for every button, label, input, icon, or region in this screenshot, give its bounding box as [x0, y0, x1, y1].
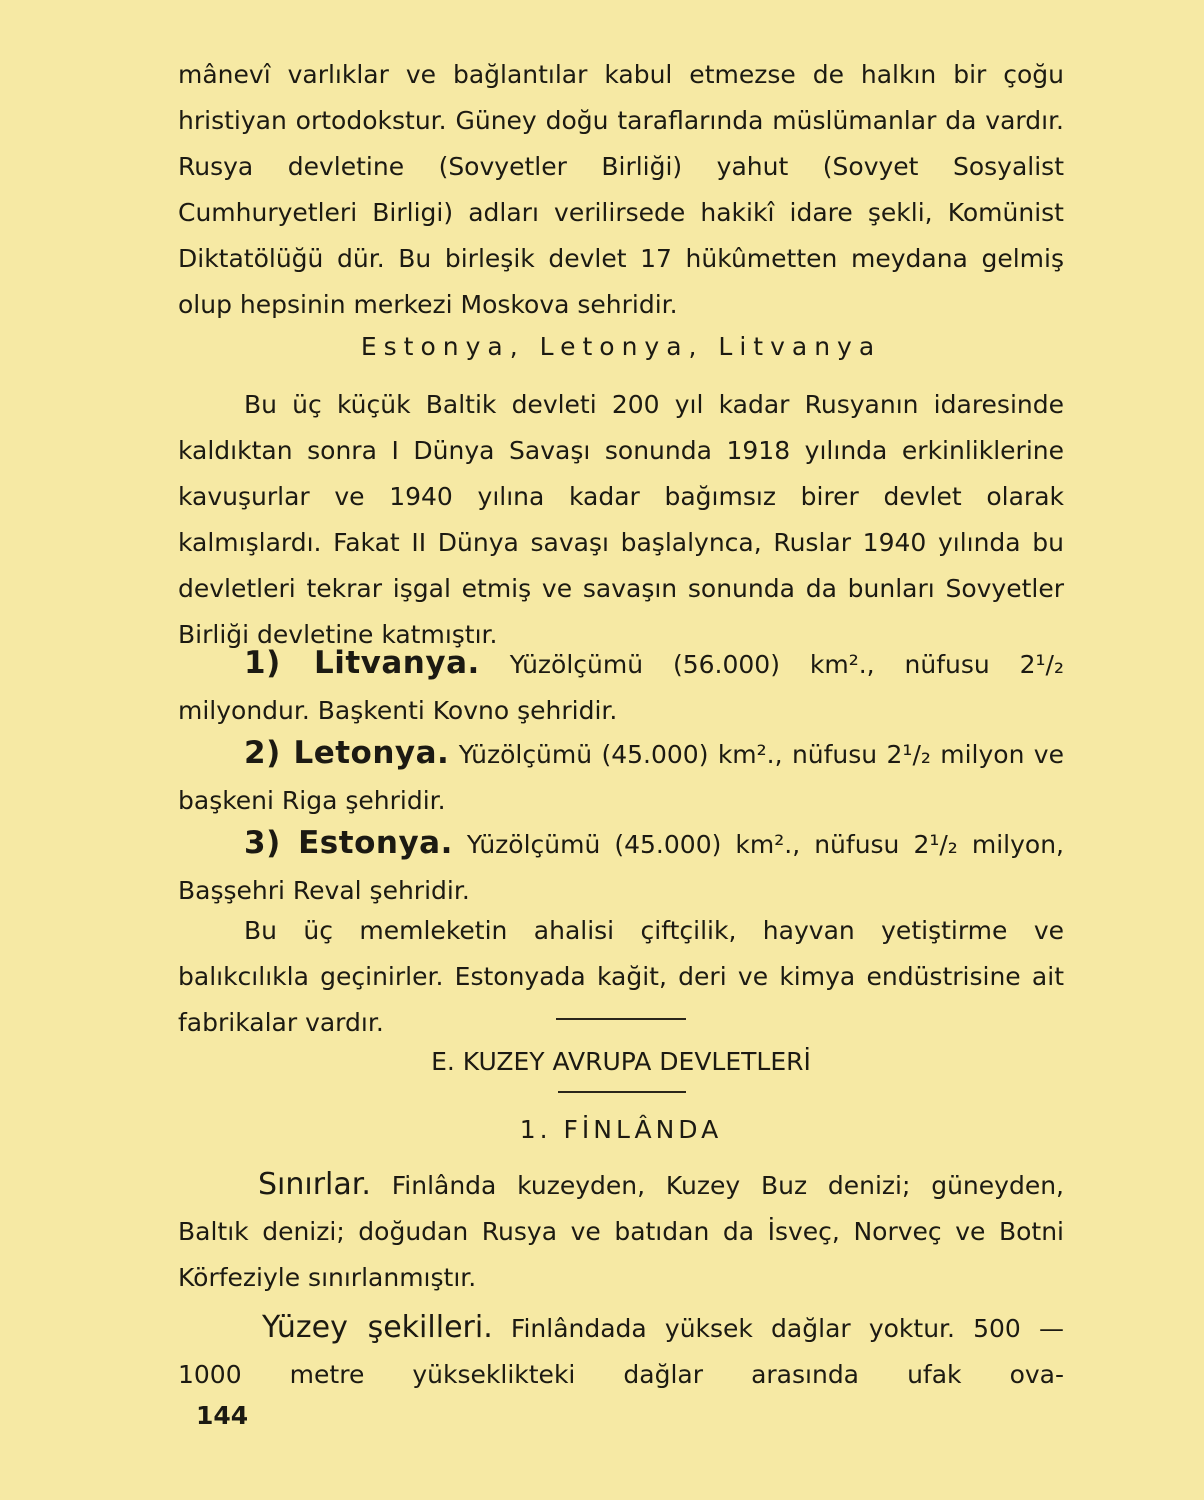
borders-label: Sınırlar.: [258, 1167, 371, 1202]
baltic-items: [178, 640, 1064, 1046]
borders-text: Finlânda kuzeyden, Kuzey Buz denizi; güneyden, Baltık denizi; doğudan Rusya ve batıdan da İsveç, Norveç ve Botni Körfeziyle sınırlanmıştır.: [178, 1171, 1064, 1292]
baltic-paragraph-block: [178, 382, 1064, 658]
north-europe-heading: E. KUZEY AVRUPA DEVLETLERİ: [431, 1047, 811, 1076]
heading-underline: [558, 1091, 686, 1093]
item-text: Yüzölçümü (56.000) km²., nüfusu 2¹/₂ milyondur. Başkenti Kovno şehridir.: [178, 650, 1064, 725]
intro-paragraph-block: [178, 52, 1064, 328]
intro-paragraph: mânevî varlıklar ve bağlantılar kabul etmezse de halkın bir çoğu hristiyan ortodokstur. Güney doğu taraflarında müslümanlar da vardır. Rusya devletine (Sovyetler Birliği) yahut (Sovyet Sosyalist Cumhuryetleri Birligi) adları verilirsede hakikî idare şekli, Komünist Diktatölüğü dür. Bu birleşik devlet 17 hükûmetten meydana gelmiş olup hepsinin merkezi Moskova sehridir.: [178, 60, 1064, 319]
baltic-heading: Estonya, Letonya, Litvanya: [360, 332, 882, 361]
section-divider: [556, 1018, 686, 1020]
item-estonya: [178, 820, 1064, 914]
item-label: 1) Litvanya.: [244, 645, 480, 681]
baltic-closing-paragraph: Bu üç memleketin ahalisi çiftçilik, hayvan yetiştirme ve balıkcılıkla geçinirler. Estonyada kağit, deri ve kimya endüstrisine ait fabrikalar vardır.: [178, 916, 1064, 1037]
item-litvanya: [178, 640, 1064, 734]
item-text: Yüzölçümü (45.000) km²., nüfusu 2¹/₂ milyon, Başşehri Reval şehridir.: [178, 830, 1065, 905]
borders-paragraph: [178, 1162, 1064, 1301]
item-letonya: [178, 730, 1064, 824]
baltic-paragraph: Bu üç küçük Baltik devleti 200 yıl kadar Rusyanın idaresinde kaldıktan sonra I Dünya Savaşı sonunda 1918 yılında erkinliklerine kavuşurlar ve 1940 yılına kadar bağımsız birer devlet olarak kalmışlardı. Fakat II Dünya savaşı başlalynca, Ruslar 1940 yılında bu devletleri tekrar işgal etmiş ve savaşın sonunda da bunları Sovyetler Birliği devletine katmıştır.: [178, 390, 1064, 649]
item-text: Yüzölçümü (45.000) km²., nüfusu 2¹/₂ milyon ve başkeni Riga şehridir.: [178, 740, 1064, 815]
surface-label: Yüzey şekilleri.: [262, 1310, 493, 1345]
item-label: 3) Estonya.: [244, 825, 453, 861]
surface-text: Finlândada yüksek dağlar yoktur. 500 — 1000 metre yükseklikteki dağlar arasında ufak ova-: [178, 1314, 1064, 1389]
item-label: 2) Letonya.: [244, 735, 450, 771]
finland-section: [178, 1162, 1064, 1398]
finland-subheading: 1. FİNLÂNDA: [519, 1115, 723, 1144]
page-number: 144: [196, 1401, 249, 1430]
surface-paragraph: [178, 1305, 1064, 1398]
